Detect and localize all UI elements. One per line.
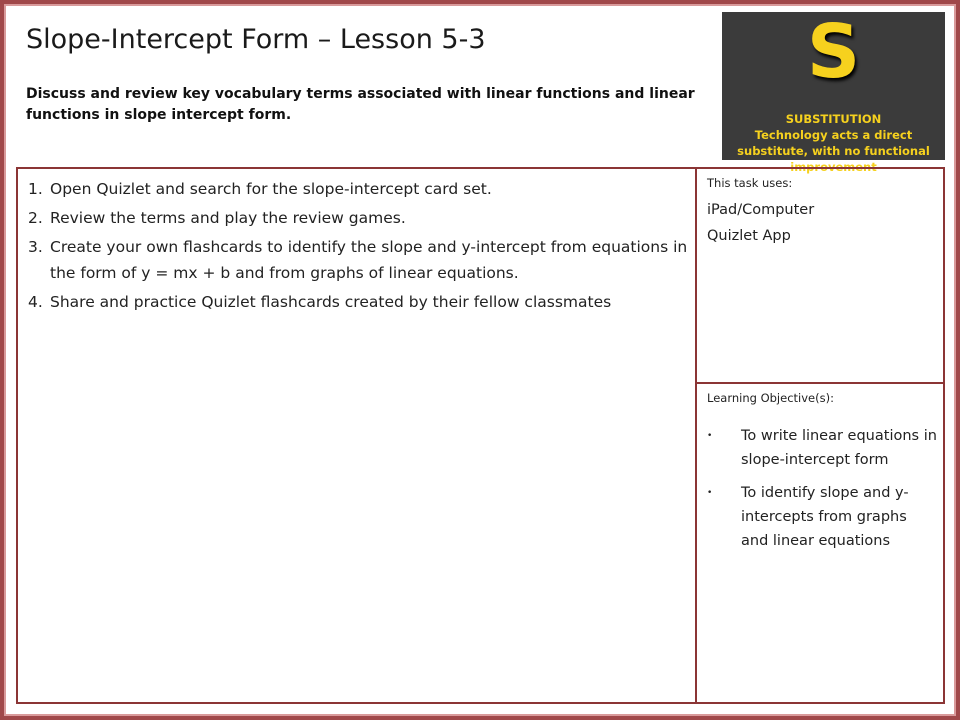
step-number: 4. [28,293,43,311]
step-text: Create your own flashcards to identify the slope and y-intercept from equations in the form of y = mx + b and from graphs of linear equations. [50,238,688,282]
bullet-icon: • [707,488,713,498]
step-text: Share and practice Quizlet flashcards created by their fellow classmates [50,293,612,311]
step-item [28,205,688,231]
badge-label: SUBSTITUTION [785,112,882,126]
slide-subtitle: Discuss and review key vocabulary terms associated with linear functions and linear functions in slope intercept form. [26,86,695,123]
step-text: Open Quizlet and search for the slope-intercept card set. [50,180,492,198]
step-number: 3. [28,238,43,256]
side-panel-divider [695,382,945,384]
slide-title: Slope-Intercept Form – Lesson 5-3 [26,24,486,55]
objective-text: To write linear equations in slope-intercept form [741,428,937,468]
objectives-list [707,424,937,562]
task-steps [28,176,688,318]
uses-item: iPad/Computer [707,202,815,218]
badge-letter: S [806,9,861,95]
samr-badge [722,9,945,174]
uses-item: Quizlet App [707,228,791,244]
objective-item [707,481,937,553]
objective-item [707,424,937,472]
step-item [28,289,688,315]
column-divider [695,167,697,704]
bullet-icon: • [707,431,713,441]
step-number: 2. [28,209,43,227]
step-number: 1. [28,180,43,198]
task-uses-list [707,197,814,249]
objectives-heading: Learning Objective(s): [707,391,834,405]
step-text: Review the terms and play the review games. [50,209,406,227]
step-item [28,234,688,286]
task-uses-heading: This task uses: [707,176,793,190]
badge-description: Technology acts a direct substitute, with no functional improvement [737,128,930,174]
objective-text: To identify slope and y-intercepts from graphs and linear equations [741,485,909,549]
step-item [28,176,688,202]
